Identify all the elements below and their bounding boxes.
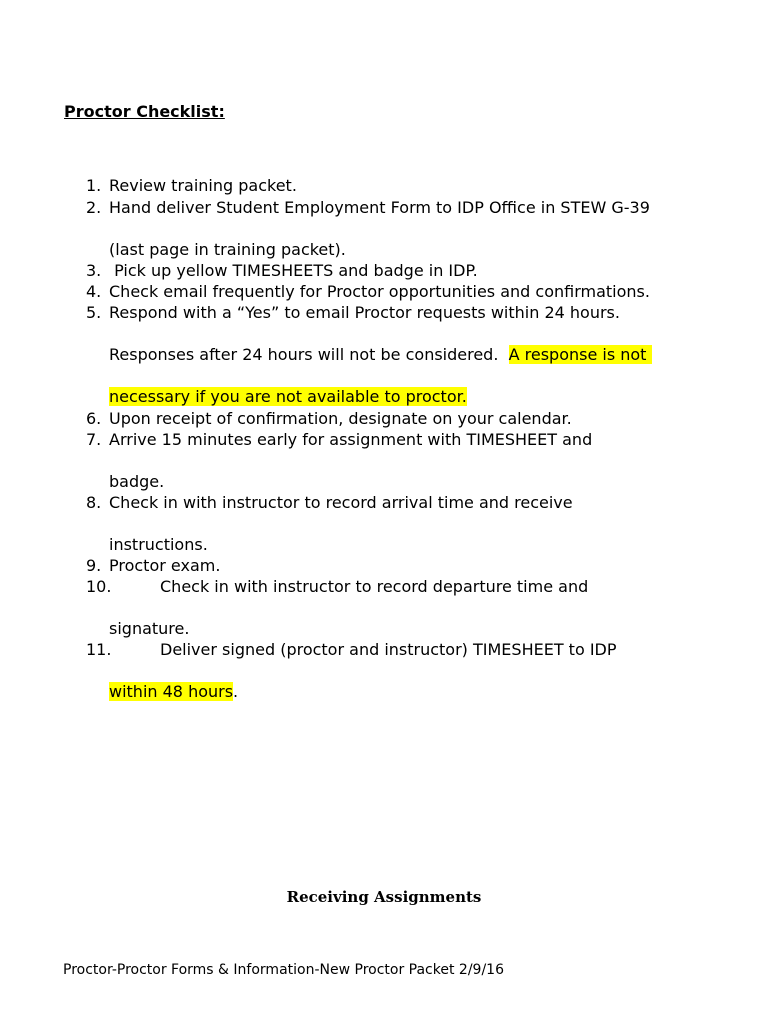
page-title: Proctor Checklist: — [64, 102, 225, 121]
list-item-number: 7. — [86, 430, 102, 449]
list-item-continuation: (last page in training packet). — [109, 240, 346, 259]
list-item-number: 1. — [86, 176, 102, 195]
list-item-number: 9. — [86, 556, 102, 575]
list-item-text: Respond with a “Yes” to email Proctor requests within 24 hours. — [109, 303, 620, 322]
response-note: Responses after 24 hours will not be considered. — [109, 345, 509, 364]
list-item-number: 2. — [86, 198, 102, 217]
list-item-text: Deliver signed (proctor and instructor) TIMESHEET to IDP — [160, 640, 617, 659]
list-item-text: Hand deliver Student Employment Form to IDP Office in STEW G-39 — [109, 198, 650, 217]
list-item-text: Check email frequently for Proctor opportunities and confirmations. — [109, 282, 650, 301]
list-item-continuation — [109, 682, 238, 702]
page-footer: Proctor-Proctor Forms & Information-New Proctor Packet 2/9/16 — [63, 962, 504, 978]
list-item-number: 8. — [86, 493, 102, 512]
list-item-number: 6. — [86, 409, 102, 428]
highlighted-note: A response is not — [508, 345, 652, 364]
list-item-text: Pick up yellow TIMESHEETS and badge in IDP. — [109, 261, 478, 280]
list-item-text: Upon receipt of confirmation, designate on your calendar. — [109, 409, 572, 428]
section-heading: Receiving Assignments — [286, 888, 482, 906]
list-item-number: 3. — [86, 261, 102, 280]
list-item-text: Check in with instructor to record arrival time and receive — [109, 493, 573, 512]
list-item-number: 4. — [86, 282, 102, 301]
highlighted-note: necessary if you are not available to proctor. — [109, 387, 467, 406]
list-item-continuation — [109, 345, 652, 365]
list-item-text: Check in with instructor to record departure time and — [160, 577, 589, 596]
period: . — [233, 682, 239, 701]
list-item-number: 11. — [86, 640, 112, 659]
list-item-text: Review training packet. — [109, 176, 297, 195]
list-item-continuation: instructions. — [109, 535, 208, 554]
list-item-continuation: badge. — [109, 472, 165, 491]
list-item-continuation — [109, 387, 467, 407]
list-item-text: Arrive 15 minutes early for assignment with TIMESHEET and — [109, 430, 593, 449]
highlighted-note: within 48 hours — [109, 682, 234, 701]
list-item-text: Proctor exam. — [109, 556, 221, 575]
list-item-number: 5. — [86, 303, 102, 322]
list-item-continuation: signature. — [109, 619, 190, 638]
list-item-number: 10. — [86, 577, 112, 596]
